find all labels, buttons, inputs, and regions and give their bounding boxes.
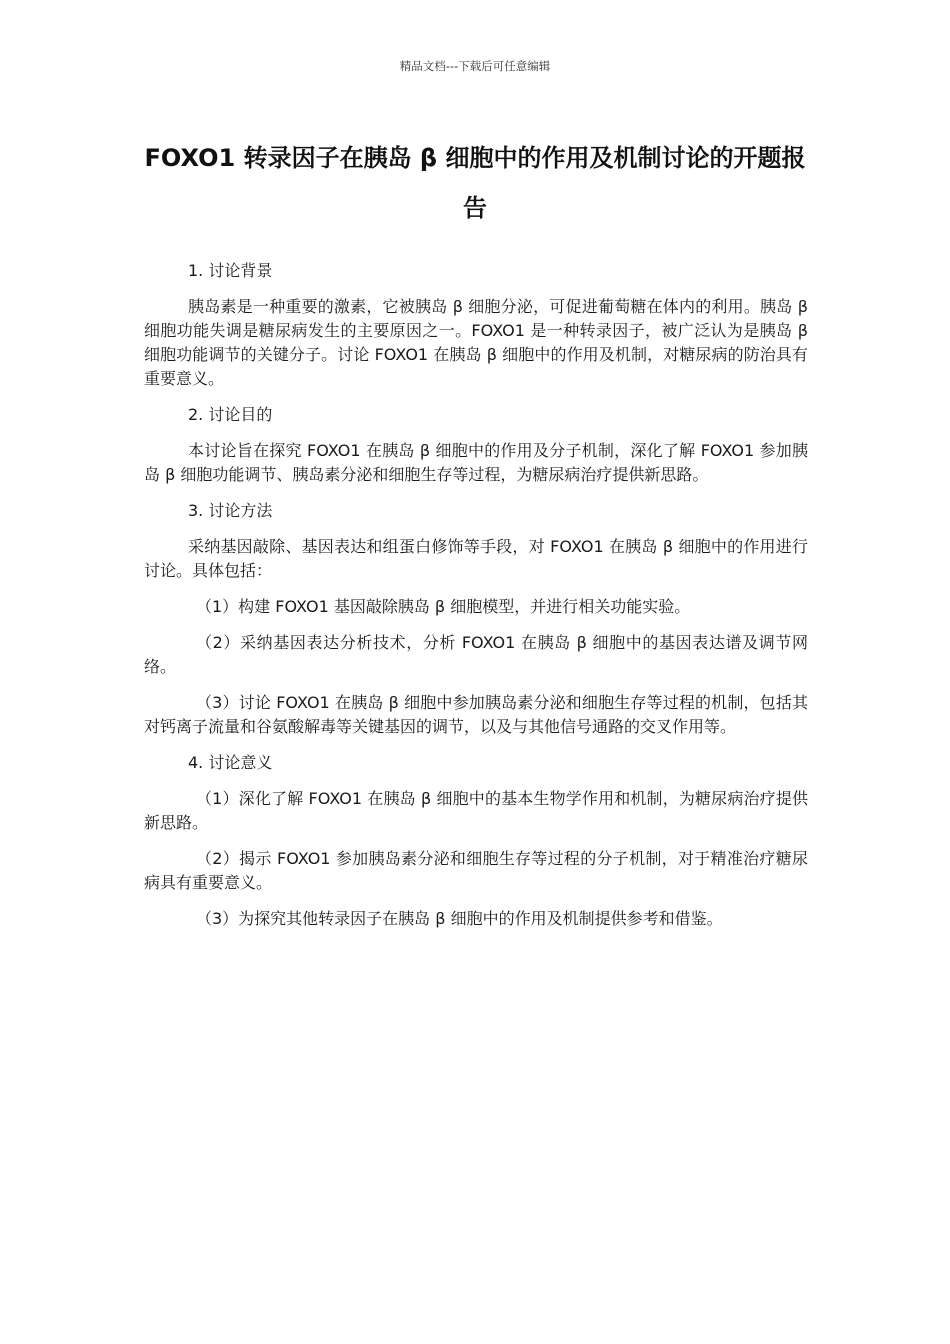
- list-item: （1）深化了解 FOXO1 在胰岛 β 细胞中的基本生物学作用和机制，为糖尿病治疗提供新思路。: [144, 789, 808, 832]
- list-item: （2）采纳基因表达分析技术，分析 FOXO1 在胰岛 β 细胞中的基因表达谱及调节网络。: [144, 633, 808, 676]
- section-significance: [144, 751, 808, 931]
- section-heading: 1. 讨论背景: [188, 261, 273, 280]
- paragraph: 采纳基因敲除、基因表达和组蛋白修饰等手段，对 FOXO1 在胰岛 β 细胞中的作用进行讨论。具体包括：: [144, 537, 808, 580]
- paragraph: 本讨论旨在探究 FOXO1 在胰岛 β 细胞中的作用及分子机制，深化了解 FOXO1 参加胰岛 β 细胞功能调节、胰岛素分泌和细胞生存等过程，为糖尿病治疗提供新思路。: [144, 441, 808, 484]
- section-methods: [144, 499, 808, 739]
- document-title: FOXO1 转录因子在胰岛 β 细胞中的作用及机制讨论的开题报告: [144, 144, 806, 222]
- section-purpose: [144, 403, 808, 487]
- list-item: （3）讨论 FOXO1 在胰岛 β 细胞中参加胰岛素分泌和细胞生存等过程的机制，包括其对钙离子流量和谷氨酸解毒等关键基因的调节，以及与其他信号通路的交叉作用等。: [144, 693, 808, 736]
- section-background: [144, 259, 808, 391]
- section-heading: 3. 讨论方法: [188, 501, 273, 520]
- header-note: 精品文档---下载后可任意编辑: [399, 59, 551, 73]
- section-heading: 2. 讨论目的: [188, 405, 273, 424]
- list-item: （3）为探究其他转录因子在胰岛 β 细胞中的作用及机制提供参考和借鉴。: [196, 909, 723, 928]
- paragraph: 胰岛素是一种重要的激素，它被胰岛 β 细胞分泌，可促进葡萄糖在体内的利用。胰岛 β 细胞功能失调是糖尿病发生的主要原因之一。FOXO1 是一种转录因子，被广泛认为是胰岛 β 细胞功能调节的关键分子。讨论 FOXO1 在胰岛 β 细胞中的作用及机制，对糖尿病的防治具有重要意义。: [144, 297, 808, 388]
- list-item: （2）揭示 FOXO1 参加胰岛素分泌和细胞生存等过程的分子机制，对于精准治疗糖尿病具有重要意义。: [144, 849, 808, 892]
- section-heading: 4. 讨论意义: [188, 753, 273, 772]
- document-body: [144, 259, 808, 943]
- list-item: （1）构建 FOXO1 基因敲除胰岛 β 细胞模型，并进行相关功能实验。: [196, 597, 691, 616]
